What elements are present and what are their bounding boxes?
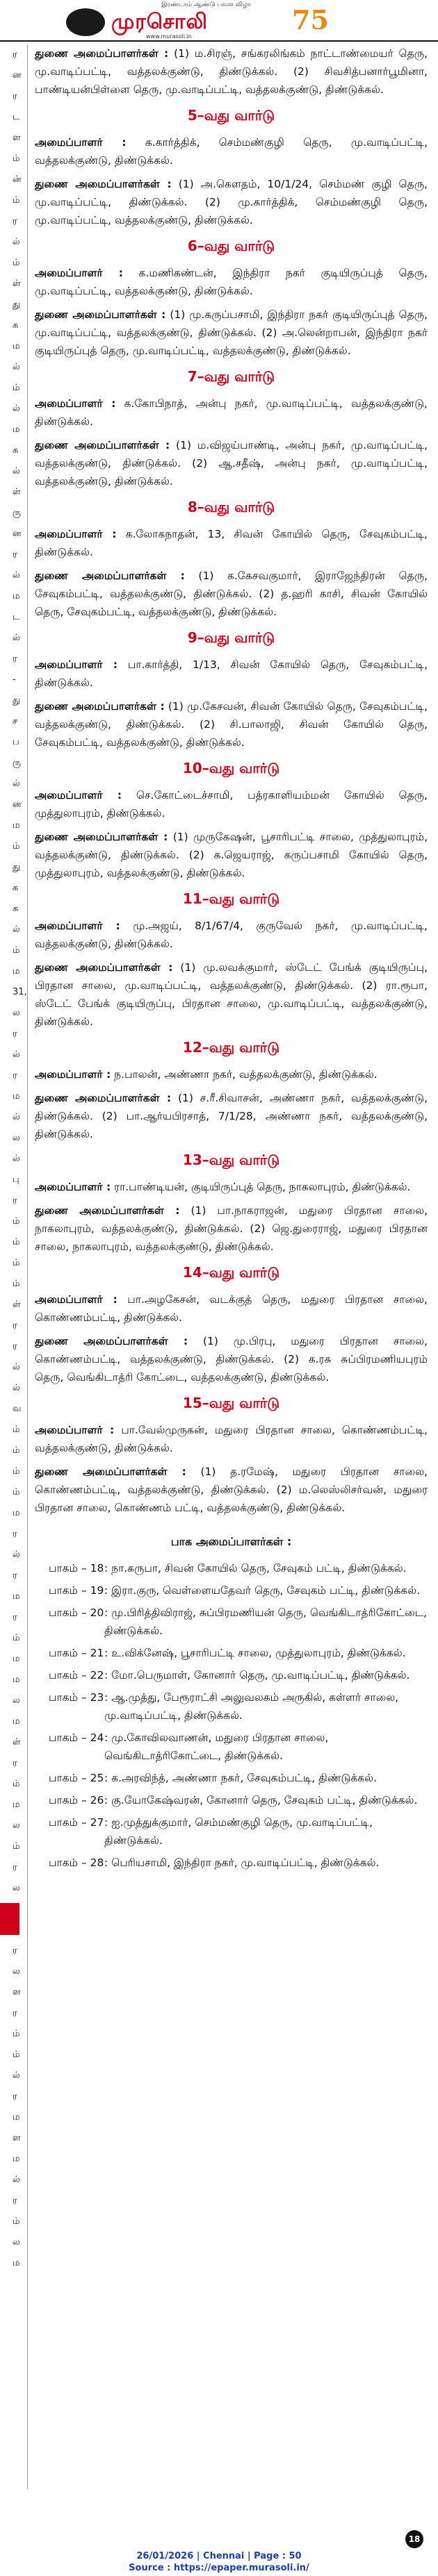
member-entry <box>35 306 428 360</box>
member-details: (1) மு.லவக்குமார், ஸ்டேட் பேங்க் குடியிருப்பு, பிரதான சாலை, மு.வாடிப்பட்டி, வத்தலக்குண்டு, திண்டுக்கல். (2) ரா.ரூபா, ஸ்டேட் பேங்க் குடியிருப்பு, பிரதான சாலை, மு.வாடிப்பட்டி, வத்தலக்குண்டு, திண்டுக்கல். <box>35 961 428 1028</box>
booth-details: : க.அரவிந்த், அண்ணா நகர், சேவுகம்பட்டி, திண்டுக்கல். <box>104 1772 378 1784</box>
fragment-text: ர <box>13 1320 17 1331</box>
ward-heading: 15–வது வார்டு <box>182 1395 280 1411</box>
booth-details: : மோ.பெருமாள், கோனார் தெரு, மு.வாடிப்பட்டி, திண்டுக்கல். <box>104 1669 410 1681</box>
fragment-text: ர <box>13 1862 17 1872</box>
fragment-text: க <box>13 904 19 914</box>
red-marker-bar <box>0 1903 19 1935</box>
fragment-text: ன <box>13 70 22 81</box>
booth-number: பாகம் – 21 <box>49 1647 104 1659</box>
member-entry <box>35 1332 428 1386</box>
booth-number: பாகம் – 23 <box>49 1691 104 1704</box>
member-entry <box>35 1178 428 1196</box>
member-details: பா.அழகேசன், வடக்குத் தெரு, மதுரை பிரதான சாலை, கொண்ணம்பட்டி, திண்டுக்கல். <box>35 1293 428 1324</box>
fragment-text: ம <box>13 424 20 435</box>
fragment-text: ம் <box>13 2029 20 2039</box>
member-entry <box>35 133 428 169</box>
fragment-text: ம் <box>13 945 20 956</box>
fragment-text: ம <box>13 1091 20 1102</box>
fragment-text: பு <box>13 1174 19 1185</box>
article-column <box>35 44 428 2531</box>
fragment-text: ன் <box>13 174 22 185</box>
fragment-text: ல <box>13 1883 20 1893</box>
fragment-text: ன <box>13 799 22 810</box>
masthead <box>0 0 438 42</box>
member-details: க.கோபிநாத், அன்பு நகர், மு.வாடிப்பட்டி, வத்தலக்குண்டு, திண்டுக்கல். <box>35 397 428 428</box>
fragment-text: க <box>13 883 19 893</box>
role-label: துணை அமைப்பாளர்கள் : <box>35 439 170 451</box>
booth-row <box>35 1559 428 1577</box>
fragment-text: ல் <box>13 924 20 935</box>
booth-number: பாகம் – 27 <box>49 1816 104 1829</box>
role-label: அமைப்பாளர் : <box>35 1181 111 1193</box>
fragment-text: ம <box>13 966 20 977</box>
member-details: (1) முருகேஷன், பூசாரிபட்டி சாலை, முத்துலாபுரம், வத்தலக்குண்டு, திண்டுக்கல். (2) க.ஜெயராஜ், கருப்பசாமி கோயில் தெரு, முத்துலாபுரம், வத்தலக்குண்டு, திண்டுக்கல். <box>35 831 428 879</box>
fragment-text: ர <box>13 216 17 226</box>
fragment-text: து <box>13 862 21 872</box>
member-details: (1) க.கேசவகுமார், இராஜேந்திரன் தெரு, சேவுகம்பட்டி, வத்தலக்குண்டு, திண்டுக்கல். (2) த.ஹரி காசி, சிவன் கோயில் தெரு, சேவுகம்பட்டி, வத்தலக்குண்டு, திண்டுக்கல். <box>35 570 428 618</box>
adjacent-column-fragment <box>0 44 28 2489</box>
fragment-text: ம <box>13 1654 20 1664</box>
fragment-text: ல் <box>13 404 20 414</box>
ward-heading: 6–வது வார்டு <box>187 238 275 254</box>
fragment-text: து <box>13 299 21 310</box>
role-label: அமைப்பாளர் : <box>35 1293 117 1306</box>
booth-number: பாகம் – 22 <box>49 1669 104 1681</box>
member-details: பா.வேல்முருகன், மதுரை பிரதான சாலை, கொண்ணம்பட்டி, வத்தலக்குண்டு, திண்டுக்கல். <box>35 1424 428 1454</box>
member-details: (1) ம.விஜய்பாண்டி, அன்பு நகர், மு.வாடிப்பட்டி, வத்தலக்குண்டு, திண்டுக்கல். (2) ஆ.சதீஷ், அன்பு நகர், மு.வாடிப்பட்டி, வத்தலக்குண்டு, திண்டுக்கல். <box>35 439 428 488</box>
ward-heading: 8–வது வார்டு <box>187 499 275 515</box>
role-label: துணை அமைப்பாளர்கள் : <box>35 47 169 60</box>
booth-number: பாகம் – 25 <box>49 1772 104 1784</box>
member-details: (1) மு.கேசவன், சிவன் கோயில் தெரு, சேவுகம்பட்டி, வத்தலக்குண்டு, திண்டுக்கல். (2) சி.பாலாஜி, சிவன் கோயில் தெரு, சேவுகம்பட்டி, வத்தலக்குண்டு, திண்டுக்கல். <box>35 700 428 749</box>
booth-details: : நா.கருபா, சிவன் கோயில் தெரு, சேவுகம் பட்டி, திண்டுக்கல். <box>104 1562 407 1574</box>
fragment-text: ர <box>13 1070 17 1081</box>
fragment-text: ம <box>13 1675 20 1685</box>
fragment-text: ம <box>13 1508 20 1518</box>
booth-number: பாகம் – 18 <box>49 1562 104 1574</box>
page-footer <box>0 2550 438 2574</box>
member-entry <box>35 786 428 822</box>
fragment-text: ம் <box>13 1279 20 1289</box>
fragment-text: ப <box>13 737 19 747</box>
ward-heading: 10–வது வார்டு <box>182 760 280 776</box>
fragment-text: ம <box>13 820 20 831</box>
booth-details: : கு.யோகேஷ்வரன், கோனார் தெரு, சேவுகம் பட்டி, திண்டுக்கல். <box>104 1794 418 1806</box>
page-number-badge: 18 <box>405 2530 423 2548</box>
booth-details: : இரா.குரு, வெள்ளையதேவர் தெரு, சேவுகம் பட்டி, திண்டுக்கல். <box>104 1584 421 1597</box>
booth-details: : ஆ.முத்து, பேரூராட்சி அலுவலகம் அருகில், கள்ளர் சாலை, மு.வாடிப்பட்டி, திண்டுக்கல். <box>104 1691 399 1722</box>
member-entry <box>35 436 428 490</box>
role-label: துணை அமைப்பாளர்கள் : <box>35 961 173 974</box>
member-details: மு.அஜய், 8/1/67/4, குருவேல் நகர், மு.வாடிப்பட்டி, வத்தலக்குண்டு, திண்டுக்கல். <box>35 920 428 950</box>
ward-heading: 7–வது வார்டு <box>187 368 275 385</box>
booth-details: : உ.விக்னேஷ், பூசாரிபட்டி சாலை, முத்துலாபுரம், திண்டுக்கல். <box>104 1647 406 1659</box>
role-label: அமைப்பாளர் : <box>35 1424 115 1436</box>
fragment-text: ர <box>13 1029 17 1039</box>
anniversary-number: 75 <box>292 4 329 35</box>
fragment-text: ர <box>13 1570 17 1581</box>
booth-details: : மு.பிரித்திவிராஜ், சுப்பிரமணியன் தெரு, வெங்கிடாத்ரிகோட்டை, திண்டுக்கல். <box>104 1606 427 1637</box>
fragment-text: ன <box>13 529 22 539</box>
footer-date-line: 26/01/2026 | Chennai | Page : 50 <box>136 2551 302 2561</box>
member-entry <box>35 1089 428 1143</box>
ward-heading: 9–வது வார்டு <box>187 629 275 646</box>
booth-row <box>35 1644 428 1662</box>
fragment-text: ல <box>13 1966 20 1977</box>
masthead-url: www.murasoli.in <box>146 33 192 40</box>
fragment-text: ர <box>13 1195 17 1206</box>
role-label: துணை அமைப்பாளர்கள் : <box>35 1092 172 1104</box>
fragment-text: ர <box>13 1758 17 1768</box>
member-entry <box>35 567 428 621</box>
fragment-text: ரு <box>13 758 22 768</box>
fragment-text: ள் <box>13 279 21 289</box>
role-label: அமைப்பாளர் : <box>35 658 118 671</box>
role-label: துணை அமைப்பாளர்கள் : <box>35 178 172 190</box>
fragment-text: ர <box>13 654 17 664</box>
fragment-text: - <box>13 674 16 685</box>
booth-number: பாகம் – 19 <box>49 1584 104 1597</box>
fragment-text: ல் <box>13 779 20 789</box>
fragment-text: ம <box>13 341 20 351</box>
fragment-text: ட <box>13 112 20 122</box>
fragment-text: ரு <box>13 508 22 518</box>
fragment-text: ல <box>13 1133 20 1143</box>
member-details: ரா.பாண்டியன், குடியிருப்புத் தெரு, நாகலாபுரம், திண்டுக்கல். <box>111 1181 411 1193</box>
fragment-text: து <box>13 695 21 706</box>
booth-row <box>35 1666 428 1684</box>
fragment-text: ம <box>13 2112 20 2122</box>
fragment-text: ம் <box>13 1216 20 1227</box>
fragment-text: ள் <box>13 487 21 497</box>
member-entry <box>35 1290 428 1327</box>
fragment-text: ல <box>13 1820 20 1831</box>
role-label: துணை அமைப்பாளர்கள் : <box>35 1204 180 1217</box>
member-entry <box>35 264 428 300</box>
booth-number: பாகம் – 20 <box>49 1606 104 1619</box>
booth-number: பாகம் – 26 <box>49 1794 104 1806</box>
member-entry <box>35 1421 428 1457</box>
booth-row <box>35 1729 428 1765</box>
member-details: க.லோகநாதன், 13, சிவன் கோயில் தெரு, சேவுகம்பட்டி, திண்டுக்கல். <box>35 528 428 558</box>
fragment-text: ல் <box>13 2175 20 2185</box>
fragment-text: 31, <box>13 987 27 997</box>
booth-details: : ஐ.முத்துக்குமார், செம்மண்குழி தெரு, மு.வாடிப்பட்டி, திண்டுக்கல். <box>104 1816 373 1847</box>
booth-row <box>35 1581 428 1599</box>
role-label: அமைப்பாளர் : <box>35 528 117 540</box>
member-entry <box>35 1463 428 1517</box>
fragment-text: ல் <box>13 1049 20 1060</box>
member-details: க.கார்த்திக், செம்மண்குழி தெரு, மு.வாடிப்பட்டி, வத்தலக்குண்டு, திண்டுக்கல். <box>35 136 428 167</box>
fragment-text: ம <box>13 591 20 601</box>
fragment-text: ம் <box>13 1424 20 1435</box>
masthead-tagline: இரண்டாம் ஆண்டு பவள விழா <box>161 1 252 8</box>
fragment-text: ம் <box>13 1633 20 1643</box>
fragment-text: ல <box>13 1008 20 1018</box>
fragment-text: ர <box>13 1612 17 1622</box>
fragment-text: ர <box>13 1341 17 1352</box>
member-details: (1) பா.நாகராஜன், மதுரை பிரதான சாலை, நாகலாபுரம், வத்தலக்குண்டு, திண்டுக்கல். (2) ஜெ.துரைராஜ், மதுரை பிரதான சாலை, நாகலாபுரம், வத்தலக்குண்டு, திண்டுக்கல். <box>35 1204 428 1253</box>
fragment-text: ள் <box>13 1737 21 1747</box>
member-details: (1) ம.சிரஞ், சங்கரலிங்கம் நாட்டாண்மையர் தெரு, மு.வாடிப்பட்டி, வத்தலக்குண்டு, திண்டுக்கல். (2) சிவசித்பனார்பூமினா, பாண்டியன்பிள்ளை தெரு, மு.வாடிப்பட்டி, வத்தலக்குண்டு, திண்டுக்கல். <box>35 47 428 96</box>
fragment-text: ம <box>13 1716 20 1727</box>
member-entry <box>35 697 428 751</box>
member-entry <box>35 828 428 882</box>
fragment-text: ம் <box>13 1841 20 1852</box>
fragment-text: ல <box>13 1695 20 1706</box>
role-label: துணை அமைப்பாளர்கள் : <box>35 700 165 713</box>
booth-row <box>35 1791 428 1809</box>
member-entry <box>35 656 428 692</box>
fragment-text: ள் <box>13 1299 21 1310</box>
fragment-text: ட <box>13 612 20 622</box>
fragment-text: ர <box>13 2195 17 2206</box>
fragment-text: ல் <box>13 633 20 643</box>
ward-heading: 5–வது வார்டு <box>187 107 275 124</box>
role-label: துணை அமைப்பாளர்கள் : <box>35 1465 186 1478</box>
role-label: அமைப்பாளர் : <box>35 267 123 279</box>
fragment-text: ம் <box>13 1779 20 1789</box>
fragment-text: ல் <box>13 1154 20 1164</box>
role-label: அமைப்பாளர் : <box>35 136 127 149</box>
role-label: துணை அமைப்பாளர்கள் : <box>35 308 166 321</box>
fragment-text: ம் <box>13 841 20 851</box>
fragment-text: ல் <box>13 1383 20 1393</box>
fragment-text: ம் <box>13 1237 20 1247</box>
role-label: அமைப்பாளர் : <box>35 397 116 410</box>
fragment-text: ல் <box>13 570 20 581</box>
footer-source-link[interactable]: Source : https://epaper.murasoli.in/ <box>129 2563 309 2573</box>
member-entry <box>35 917 428 953</box>
fragment-text: ள <box>13 133 21 143</box>
fragment-text: ர <box>13 549 17 560</box>
member-details: செ.கோட்டைச்சாமி, பத்ரகாளியம்மன் கோயில் தெரு, முத்துலாபுரம், திண்டுக்கல். <box>35 789 428 820</box>
fragment-text: ம் <box>13 2050 20 2060</box>
fragment-text: ம் <box>13 1466 20 1477</box>
booth-row <box>35 1604 428 1640</box>
fragment-text: ல <box>13 2237 20 2247</box>
role-label: அமைப்பாளர் : <box>35 920 120 932</box>
fragment-text: ம் <box>13 383 20 393</box>
fragment-text: ல் <box>13 1112 20 1122</box>
fragment-text: வ <box>13 1404 22 1414</box>
member-entry <box>35 44 428 99</box>
fragment-text: க <box>13 445 19 456</box>
booth-number: பாகம் – 28 <box>49 1856 104 1869</box>
fragment-text: ம் <box>13 1258 20 1268</box>
member-entry <box>35 1065 428 1083</box>
member-entry <box>35 1202 428 1256</box>
fragment-text: ம <box>13 2154 20 2164</box>
fragment-text: ம் <box>13 195 20 206</box>
fragment-text: ர <box>13 91 17 101</box>
fragment-text: ர <box>13 49 17 60</box>
role-label: அமைப்பாளர் : <box>35 1068 111 1081</box>
role-label: துணை அமைப்பாளர்கள் : <box>35 570 185 582</box>
booth-row <box>35 1813 428 1850</box>
booth-number: பாகம் – 24 <box>49 1731 104 1744</box>
role-label: அமைப்பாளர் : <box>35 789 122 801</box>
fragment-text: ம் <box>13 1445 20 1456</box>
booth-row <box>35 1769 428 1787</box>
fragment-text: ம் <box>13 1487 20 1497</box>
fragment-text: ம் <box>13 258 20 268</box>
member-details: பா.கார்த்தி, 1/13, சிவன் கோயில் தெரு, சேவுகம்பட்டி, திண்டுக்கல். <box>35 658 428 689</box>
fragment-text: ள <box>13 1987 21 1997</box>
fragment-text: ல் <box>13 362 20 372</box>
role-label: துணை அமைப்பாளர்கள் : <box>35 831 168 843</box>
fragment-text: ல் <box>13 1362 20 1372</box>
fragment-text: ர <box>13 1529 17 1539</box>
rising-sun-emblem-icon <box>66 8 105 36</box>
member-entry <box>35 958 428 1031</box>
member-details: (1) அ.கௌதம், 10/1/24, செம்மண் குழி தெரு, மு.வாடிப்பட்டி, திண்டுக்கல். (2) மு.கார்த்திக், செம்மண்குழி தெரு, மு.வாடிப்பட்டி, வத்தலக்குண்டு, திண்டுக்கல். <box>35 178 428 226</box>
fragment-text: ல் <box>13 1549 20 1560</box>
fragment-text: ர <box>13 2008 17 2018</box>
booth-details: : பெரியசாமி, இந்திரா நகர், மு.வாடிப்பட்டி, திண்டுக்கல். <box>104 1856 380 1869</box>
ward-heading: 11–வது வார்டு <box>182 890 280 907</box>
fragment-text: ர <box>13 2091 17 2102</box>
booth-row <box>35 1688 428 1725</box>
fragment-text: ச <box>13 716 18 726</box>
member-entry <box>35 175 428 229</box>
fragment-text: ம <box>13 2258 20 2268</box>
member-details: (1) த.ரமேஷ், மதுரை பிரதான சாலை, கொண்ணம்பட்டி, வத்தலக்குண்டு, திண்டுக்கல். (2) ம.லெஸ்லிசர்வன், மதுரை பிரதான சாலை, கொண்ணம் பட்டி, வத்தலக்குண்டு, திண்டுக்கல். <box>35 1465 428 1514</box>
booth-section-title: பாக அமைப்பாளர்கள் : <box>170 1535 292 1548</box>
fragment-text: ல் <box>13 237 20 247</box>
fragment-text: ம <box>13 1591 20 1602</box>
ward-heading: 12–வது வார்டு <box>182 1039 280 1056</box>
member-details: க.மணிகண்டன், இந்திரா நகர் குடியிருப்புத் தெரு, மு.வாடிப்பட்டி, வத்தலக்குண்டு, திண்டுக்கல். <box>35 267 428 297</box>
ward-heading: 13–வது வார்டு <box>182 1152 280 1168</box>
fragment-text: ள <box>13 2133 21 2143</box>
fragment-text: ல் <box>13 2070 20 2081</box>
fragment-text: ம் <box>13 2216 20 2227</box>
member-details: ந.பாலன், அண்ணா நகர், வத்தலக்குண்டு, திண்டுக்கல். <box>111 1068 378 1081</box>
masthead-title: முரசொலி <box>111 10 208 34</box>
booth-row <box>35 1854 428 1872</box>
fragment-text: ல் <box>13 466 20 476</box>
fragment-text: க <box>13 320 19 331</box>
fragment-text: ர <box>13 1945 17 1956</box>
role-label: துணை அமைப்பாளர்கள் : <box>35 1335 188 1347</box>
member-details: (1) மு.கருப்பசாமி, இந்திரா நகர் குடியிருப்புத் தெரு, மு.வாடிப்பட்டி, வத்தலக்குண்டு, திண்டுக்கல். (2) அ.லென்றாபன், இந்திரா நகர் குடியிருப்புத் தெரு, மு.வாடிப்பட்டி, வத்தலக்குண்டு, திண்டுக்கல். <box>35 308 428 357</box>
member-entry <box>35 525 428 561</box>
member-entry <box>35 394 428 431</box>
fragment-text: ம <box>13 1800 20 1810</box>
member-details: (1) ச.ரீ.சிவாசன், அண்ணா நகர், வத்தலக்குண்டு, திண்டுக்கல். (2) பா.ஆர்யபிரசாத், 7/1/28, அண்ணா நகர், வத்தலக்குண்டு, திண்டுக்கல். <box>35 1092 428 1140</box>
ward-heading: 14–வது வார்டு <box>182 1264 280 1281</box>
fragment-text: ம் <box>13 153 20 164</box>
booth-details: : மு.கோவிலவாணன், மதுரை பிரதான சாலை, வெங்கிடாத்ரிகோட்டை, திண்டுக்கல். <box>104 1731 329 1762</box>
member-details: (1) மு.பிரபு, மதுரை பிரதான சாலை, கொண்ணம்பட்டி, வத்தலக்குண்டு, திண்டுக்கல். (2) க.ரசு சுப்பிரமணியபுரம் தெரு, வெங்கிடாத்ரி கோட்டை, வத்தலக்குண்டு, திண்டுக்கல். <box>35 1335 428 1383</box>
anniversary-logo <box>278 3 334 39</box>
